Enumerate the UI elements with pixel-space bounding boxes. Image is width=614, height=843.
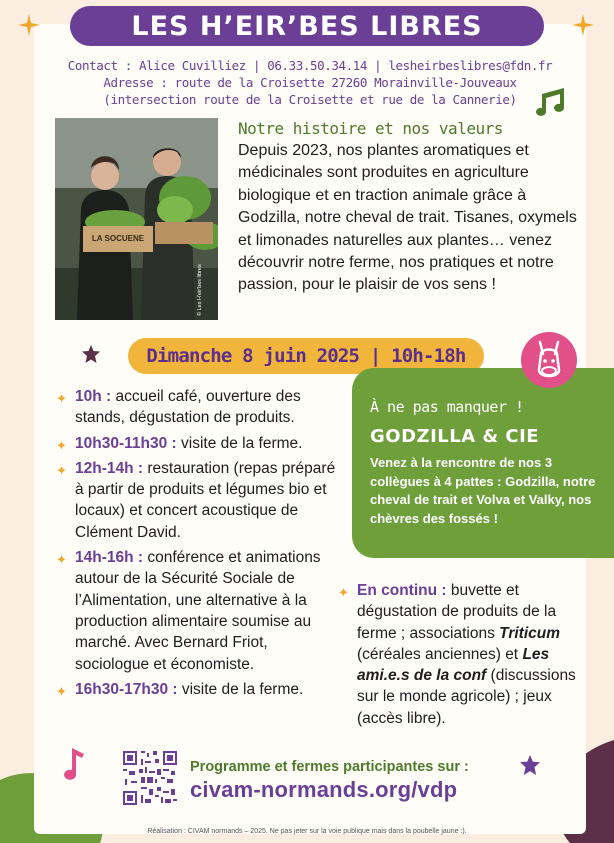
- sparkle-bullet-icon: ✦: [56, 437, 67, 453]
- sparkle-bullet-icon: ✦: [56, 683, 67, 699]
- schedule-text: visite de la ferme.: [181, 434, 303, 452]
- program-label: Programme et fermes participantes sur :: [190, 759, 469, 775]
- intersection-line: (intersection route de la Croisette et rue de la Cannerie): [103, 92, 517, 107]
- sparkle-bullet-icon: ✦: [56, 462, 67, 478]
- schedule-item: [56, 458, 344, 543]
- sparkle-bullet-icon: ✦: [338, 585, 349, 600]
- schedule-text: restauration (repas préparé à partir de produits et légumes bio et locaux) et concert acoustique de Clément David.: [75, 459, 336, 541]
- sparkle-bullet-icon: ✦: [56, 552, 67, 568]
- schedule-item: [56, 386, 344, 429]
- sparkle-icon: [18, 14, 40, 36]
- schedule-list: [56, 386, 344, 704]
- contact-block: [60, 57, 560, 108]
- schedule-time: 10h :: [75, 388, 112, 405]
- continu-label: En continu :: [357, 582, 447, 599]
- schedule-item: [56, 679, 344, 700]
- highlight-kicker: À ne pas manquer !: [370, 398, 524, 416]
- address-line: Adresse : route de la Croisette 27260 Morainville-Jouveaux: [103, 75, 517, 90]
- highlight-box: [352, 368, 614, 558]
- music-note-icon: [64, 748, 86, 782]
- schedule-item: [56, 433, 344, 454]
- photo-credit: © Les H'eir'bes libres: [197, 264, 203, 316]
- donkey-icon: [521, 332, 577, 388]
- page-title: LES H’EIR’BES LIBRES: [70, 6, 544, 46]
- star-icon: [520, 755, 540, 775]
- schedule-time: 12h-14h :: [75, 459, 144, 477]
- story-title: Notre histoire et nos valeurs: [238, 119, 503, 138]
- sparkle-icon: [572, 14, 594, 36]
- schedule-item: [56, 547, 344, 675]
- story-body: Depuis 2023, nos plantes aromatiques et médicinales sont produites en agriculture biologique et en traction animale grâce à Godzilla, notre cheval de trait. Tisanes, oxymels et limonades naturelles aux plantes… venez découvrir notre ferme, nos pratiques et notre passion, pour le plaisir de vos sens !: [238, 142, 577, 294]
- event-date: Dimanche 8 juin 2025 | 10h-18h: [128, 338, 484, 374]
- program-link[interactable]: civam-normands.org/vdp: [190, 777, 458, 802]
- highlight-description: Venez à la rencontre de nos 3 collègues à 4 pattes : Godzilla, notre cheval de trait et Volva et Valky, nos chèvres des fossés !: [370, 455, 596, 526]
- star-icon: [82, 345, 100, 363]
- association-name: Les ami.e.s de la conf: [357, 645, 550, 685]
- credit-line: Réalisation : CIVAM normands – 2025. Ne pas jeter sur la voie publique mais dans la poubelle jaune :).: [147, 828, 467, 835]
- continu-text: buvette et dégustation de produits de la ferme ; associations: [357, 582, 557, 642]
- continu-text: (céréales anciennes) et: [357, 645, 519, 663]
- sparkle-bullet-icon: ✦: [56, 391, 67, 406]
- schedule-text: conférence et animations autour de la Sécurité Sociale de l’Alimentation, une alternative à la production alimentaire soumise au marché. Avec Bernard Friot, sociologue et économiste.: [75, 549, 321, 673]
- continuous-activities: [338, 580, 578, 729]
- schedule-text: accueil café, ouverture des stands, dégustation de produits.: [75, 388, 301, 427]
- qr-code[interactable]: [121, 749, 179, 807]
- schedule-time: 14h-16h :: [75, 549, 144, 567]
- continu-text: (discussions sur le monde agricole) ; jeux (accès libre).: [357, 667, 576, 727]
- crate-sign: LA SOCUENE: [91, 234, 145, 243]
- association-name: Triticum: [499, 624, 561, 642]
- farmers-photo: [55, 118, 218, 320]
- highlight-headline: GODZILLA & CIE: [370, 426, 540, 447]
- schedule-time: 10h30-11h30 :: [75, 434, 177, 452]
- schedule-text: visite de la ferme.: [181, 680, 304, 698]
- contact-line: Contact : Alice Cuvilliez | 06.33.50.34.14 | lesheirbeslibres@fdn.fr: [67, 58, 553, 73]
- schedule-time: 16h30-17h30 :: [75, 680, 178, 698]
